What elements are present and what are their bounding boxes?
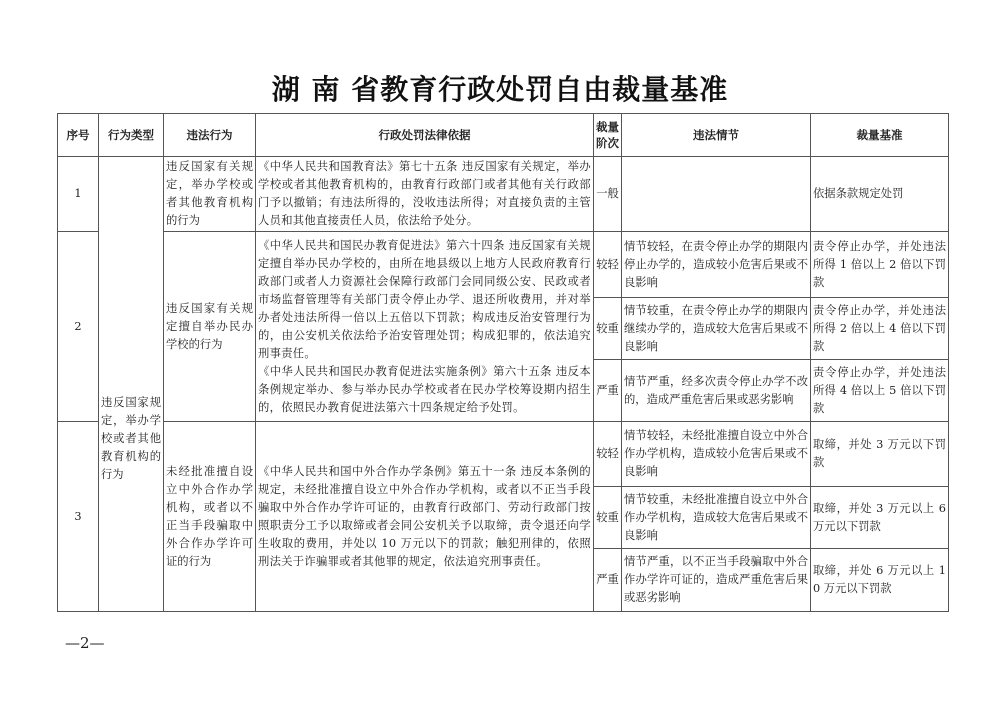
legal-basis [256,232,594,422]
table-header-row [58,114,949,157]
level: 一般 [594,157,622,232]
circumstance: 情节严重，以不正当手段骗取中外合作办学许可证的，造成严重危害后果或恶劣影响 [622,549,811,612]
violation: 违反国家有关规定擅自举办民办学校的行为 [164,232,256,422]
violation: 违反国家有关规定，举办学校或者其他教育机构的行为 [164,157,256,232]
standard: 责令停止办学，并处违法所得 1 倍以上 2 倍以下罚款 [811,232,949,298]
header-circumstance: 违法情节 [622,114,811,157]
level: 较重 [594,298,622,360]
row-no: 3 [58,422,99,612]
behavior-type-text: 违反国家规定，举办学校或者其他教育机构的行为 [101,395,161,481]
legal-basis-text-2: 《中华人民共和国民办教育促进法实施条例》第六十五条 违反本条例规定举办、参与举办民办学校或者在民办学校筹设期内招生的，依照民办教育促进法第六十四条规定给予处罚。 [258,364,591,414]
standard: 取缔，并处 3 万元以上 6 万元以下罚款 [811,487,949,549]
document-title: 湖 南 省教育行政处罚自由裁量基准 [271,73,729,106]
header-behavior-type: 行为类型 [99,114,164,157]
circumstance: 情节较轻，未经批准擅自设立中外合作办学机构，造成较小危害后果或不良影响 [622,422,811,487]
header-legal-basis: 行政处罚法律依据 [256,114,594,157]
row-no: 2 [58,232,99,422]
behavior-type [99,157,164,612]
circumstance: 情节较重，未经批准擅自设立中外合作办学机构，造成较大危害后果或不良影响 [622,487,811,549]
circumstance [622,157,811,232]
header-standard: 裁量基准 [811,114,949,157]
standard: 责令停止办学，并处违法所得 4 倍以上 5 倍以下罚款 [811,360,949,422]
header-no: 序号 [58,114,99,157]
circumstance: 情节较重，在责令停止办学的期限内继续办学的，造成较大危害后果或不良影响 [622,298,811,360]
discretion-standard-table [57,113,949,612]
level: 严重 [594,549,622,612]
legal-basis: 《中华人民共和国中外合作办学条例》第五十一条 违反本条例的规定，未经批准擅自设立中外合作办学机构，或者以不正当手段骗取中外合作办学许可证的，由教育行政部门、劳动行政部门按照职责分工予以取缔或者会同公安机关予以取缔，责令退还向学生收取的费用，并处以 10 万元以下的罚款；触犯刑律的，依照刑法关于诈骗罪或者其他罪的规定，依法追究刑事责任。 [256,422,594,612]
standard: 取缔，并处 3 万元以下罚款 [811,422,949,487]
level: 较轻 [594,422,622,487]
header-violation: 违法行为 [164,114,256,157]
level: 严重 [594,360,622,422]
violation: 未经批准擅自设立中外合作办学机构，或者以不正当手段骗取中外合作办学许可证的行为 [164,422,256,612]
legal-basis-text: 《中华人民共和国民办教育促进法》第六十四条 违反国家有关规定擅自举办民办学校的，由所在地县级以上地方人民政府教育行政部门或者人力资源社会保障行政部门会同同级公安、民政或者市场监督管理等有关部门责令停止办学、退还所收费用，并对举办者处违法所得一倍以上五倍以下罚款；构成违反治安管理行为的，由公安机关依法给予治安管理处罚；构成犯罪的，依法追究刑事责任。 [258,238,591,360]
standard: 责令停止办学，并处违法所得 2 倍以上 4 倍以下罚款 [811,298,949,360]
legal-basis: 《中华人民共和国教育法》第七十五条 违反国家有关规定，举办学校或者其他教育机构的，由教育行政部门或者其他有关行政部门予以撤销；有违法所得的，没收违法所得；对直接负责的主管人员和其他直接责任人员，依法给予处分。 [256,157,594,232]
level: 较重 [594,487,622,549]
level: 较轻 [594,232,622,298]
table-row [58,157,949,232]
standard: 依据条款规定处罚 [811,157,949,232]
circumstance: 情节严重，经多次责令停止办学不改的，造成严重危害后果或恶劣影响 [622,360,811,422]
circumstance: 情节较轻，在责令停止办学的期限内停止办学的，造成较小危害后果或不良影响 [622,232,811,298]
table-row [58,422,949,487]
header-level: 裁量阶次 [594,114,622,157]
table-row [58,232,949,298]
standard: 取缔，并处 6 万元以上 10 万元以下罚款 [811,549,949,612]
row-no: 1 [58,157,99,232]
page-number: —2— [65,634,105,652]
